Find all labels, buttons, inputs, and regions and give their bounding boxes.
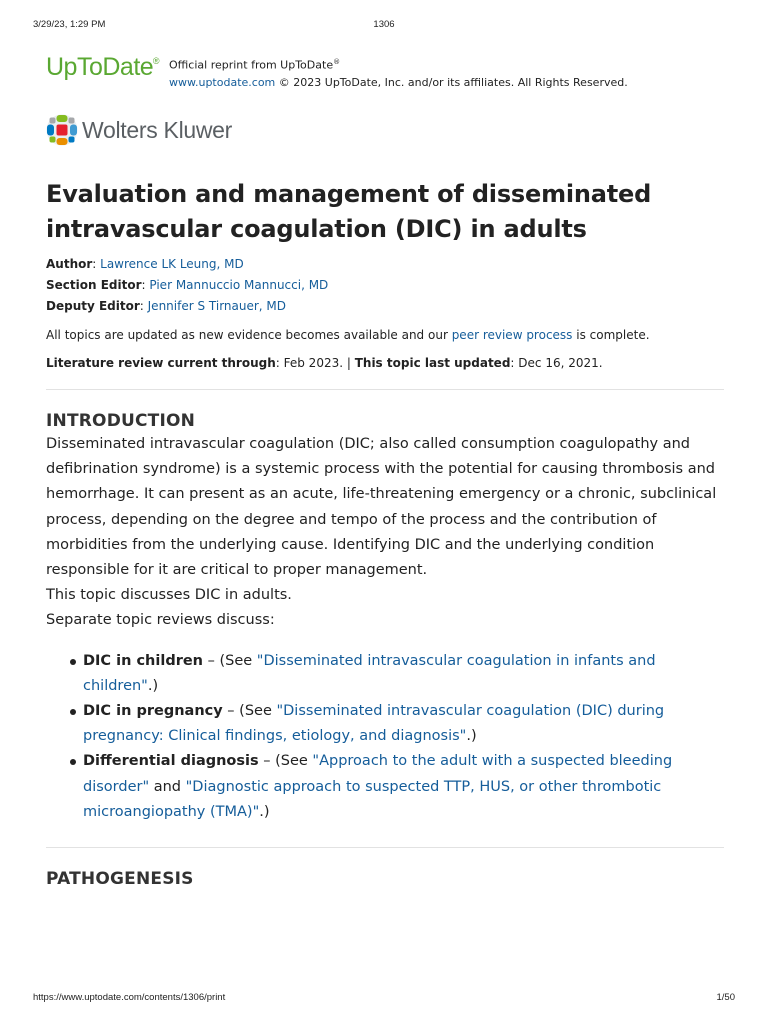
topic-link-ttp-hus[interactable]: "Diagnostic approach to suspected TTP, HUS, or other thrombotic microangiopathy (TMA)" [83,778,662,820]
topic-end: .) [147,677,159,694]
author-label: Author [46,257,93,271]
section-divider [46,847,724,848]
article-page [46,50,724,890]
uptodate-logo [46,50,169,84]
last-updated-label: This topic last updated [354,356,511,370]
topic-link-bleeding-disorder[interactable]: "Approach to the adult with a suspected bleeding disorder" [83,753,673,795]
wolters-kluwer-mark-icon [46,114,78,146]
scope-paragraph: This topic discusses DIC in adults. [46,587,292,604]
topic-link-dic-pregnancy[interactable]: "Disseminated intravascular coagulation (DIC) during pregnancy: Clinical findings, etiology, and diagnosis" [83,703,665,745]
topic-see: – (See [258,753,313,770]
author-link[interactable]: Lawrence LK Leung, MD [100,257,244,271]
author-line: Author: Lawrence LK Leung, MD [46,257,244,271]
list-item [83,699,724,749]
related-topics-intro: Separate topic reviews discuss: [46,612,275,629]
reprint-text: Official reprint from UpToDate [169,58,334,72]
wolters-kluwer-name: Wolters Kluwer [82,116,233,143]
deputy-editor-label: Deputy Editor [46,299,140,313]
topic-term: DIC in children [83,652,204,669]
topic-end: .) [466,728,477,745]
last-updated-value: : Dec 16, 2021. [510,356,603,370]
topic-link-dic-children[interactable]: "Disseminated intravascular coagulation in infants and children" [83,652,656,694]
list-item [83,649,724,699]
reprint-notice [169,54,628,91]
print-footer [33,992,735,1003]
topic-term: Differential diagnosis [83,753,259,770]
print-doc-id: 1306 [373,19,395,30]
brand-row [46,50,724,94]
registered-mark: ® [152,56,159,66]
lit-review-label: Literature review current through [46,356,276,370]
topic-see: – (See [203,652,257,669]
topic-and: and [149,778,186,795]
uptodate-logo-text: UpToDate [46,53,154,81]
review-dates [46,354,724,372]
print-url: https://www.uptodate.com/contents/1306/print [33,992,226,1003]
section-divider [46,389,724,390]
article-contributors [46,254,724,317]
update-note-end: is complete. [572,328,650,342]
print-datetime: 3/29/23, 1:29 PM [33,19,106,30]
deputy-editor-link[interactable]: Jennifer S Tirnauer, MD [147,299,287,313]
print-page-number: 1/50 [716,992,735,1003]
related-topics-list [46,649,724,825]
introduction-heading: INTRODUCTION [46,411,196,431]
topic-see: – (See [222,703,277,720]
topic-term: DIC in pregnancy [83,703,223,720]
peer-review-link[interactable]: peer review process [451,328,573,342]
update-note-text: All topics are updated as new evidence becomes available and our [46,328,452,342]
topic-end: .) [259,803,270,820]
section-editor-link[interactable]: Pier Mannuccio Mannucci, MD [149,278,329,292]
lit-review-value: : Feb 2023. | [275,356,355,370]
uptodate-site-link[interactable]: www.uptodate.com [169,75,276,89]
copyright-text: © 2023 UpToDate, Inc. and/or its affiliates. All Rights Reserved. [275,75,628,89]
section-editor-label: Section Editor [46,278,142,292]
reprint-registered-mark: ® [333,58,341,66]
deputy-editor-line: Deputy Editor: Jennifer S Tirnauer, MD [46,299,287,313]
article-title: Evaluation and management of disseminated intravascular coagulation (DIC) in adults [46,180,652,243]
list-item [83,749,724,825]
section-editor-line: Section Editor: Pier Mannuccio Mannucci, MD [46,278,329,292]
update-note [46,326,724,344]
pathogenesis-heading: PATHOGENESIS [46,869,194,890]
introduction-paragraph: Disseminated intravascular coagulation (DIC; also called consumption coagulopathy and defibrination syndrome) is a systemic process with the potential for causing thrombosis and hemorrhage. It can present as an acute, life-threatening emergency or a chronic, subclinical process, depending on the degree and tempo of the process and the contribution of morbidities from the underlying cause. Identifying DIC and the underlying condition responsible for it are critical to proper management. [46,436,717,579]
publisher-logo [46,112,724,148]
